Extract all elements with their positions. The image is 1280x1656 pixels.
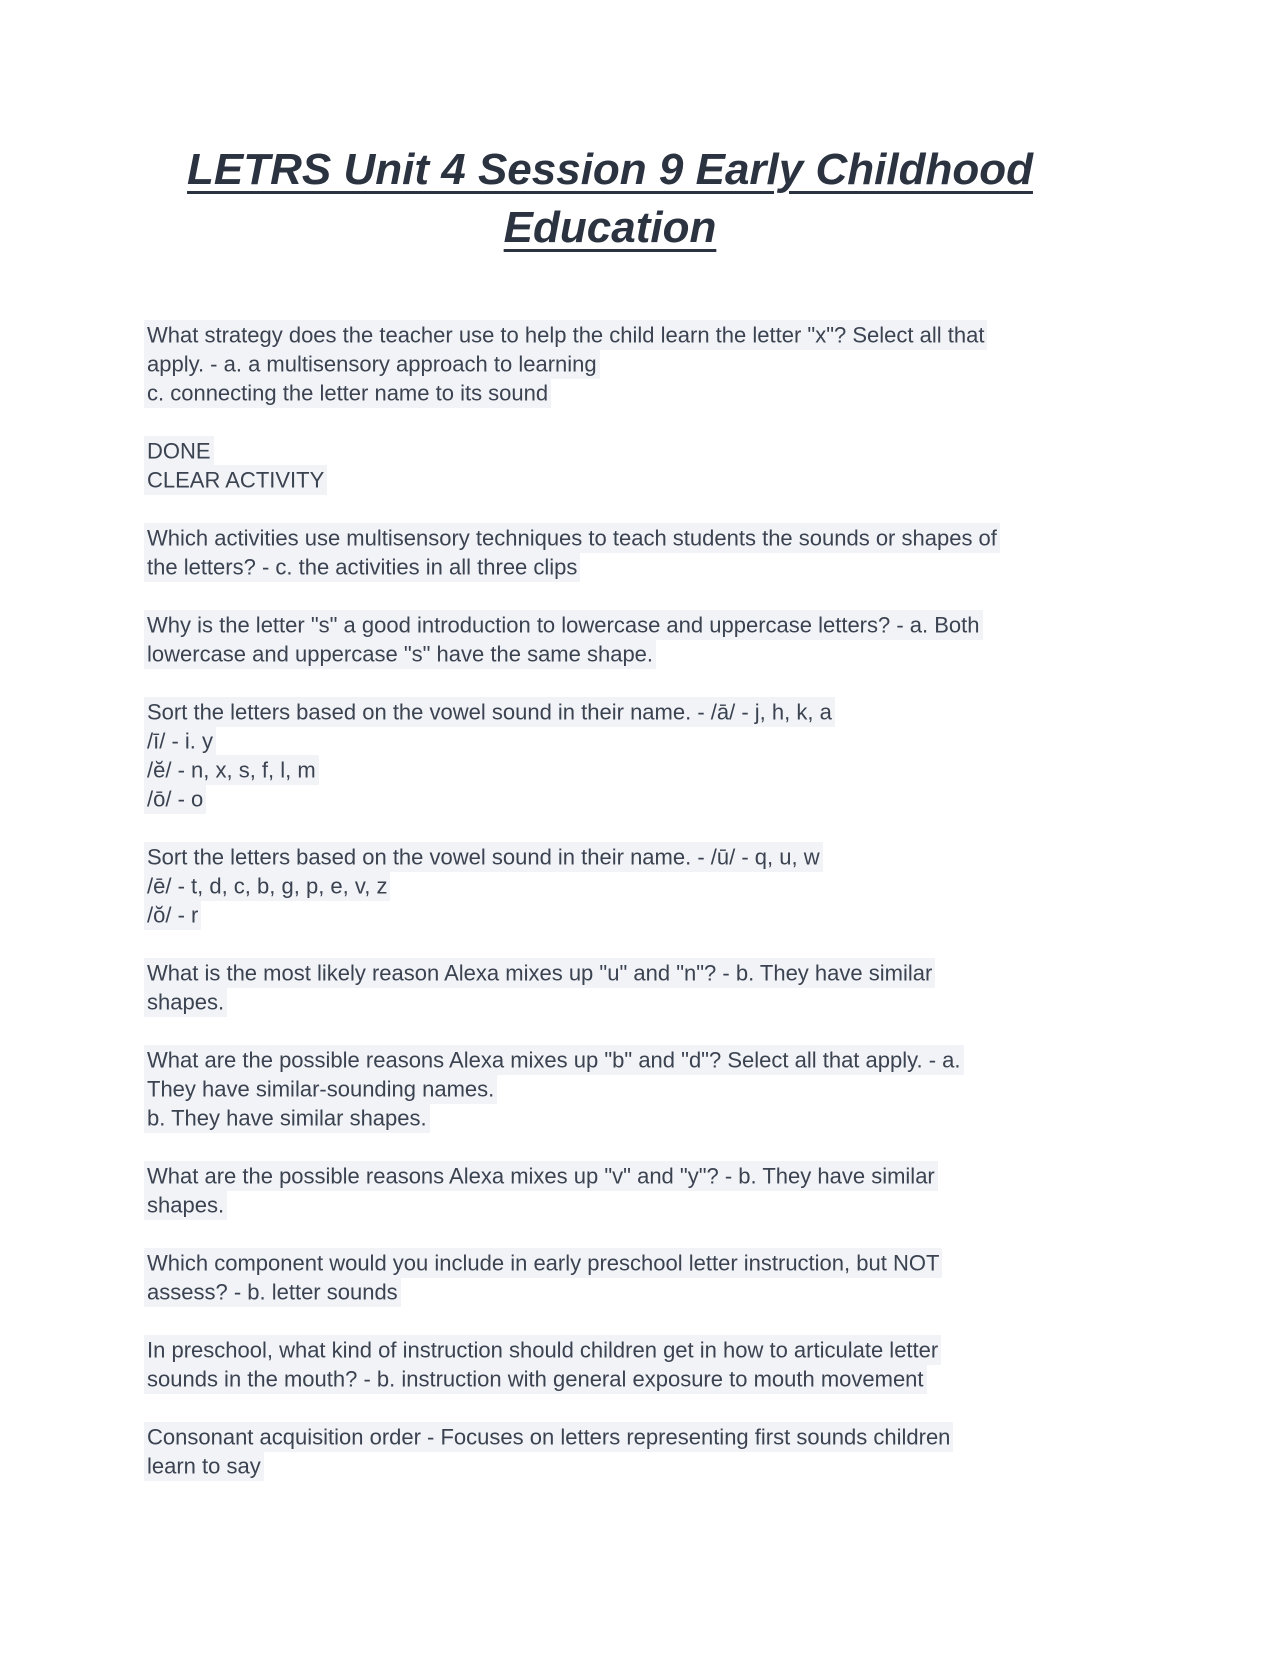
qa-line: /ō/ - o (144, 784, 206, 814)
qa-entry (144, 1248, 1162, 1306)
qa-line: lowercase and uppercase "s" have the same shape. (144, 639, 656, 669)
qa-line: They have similar-sounding names. (144, 1074, 497, 1104)
qa-line: Which activities use multisensory techniques to teach students the sounds or shapes of (144, 523, 1000, 553)
qa-line: Sort the letters based on the vowel sound in their name. - /ū/ - q, u, w (144, 842, 823, 872)
qa-entry (144, 697, 1162, 813)
qa-entry (144, 1161, 1162, 1219)
qa-line: apply. - a. a multisensory approach to learning (144, 349, 600, 379)
qa-line: What strategy does the teacher use to help the child learn the letter "x"? Select all that (144, 320, 987, 350)
qa-entry (144, 610, 1162, 668)
qa-entry (144, 523, 1162, 581)
qa-entry (144, 320, 1162, 407)
qa-line: In preschool, what kind of instruction should children get in how to articulate letter (144, 1335, 941, 1365)
qa-line: assess? - b. letter sounds (144, 1277, 401, 1307)
qa-entry (144, 1045, 1162, 1132)
qa-line: shapes. (144, 1190, 227, 1220)
qa-line: What is the most likely reason Alexa mixes up "u" and "n"? - b. They have similar (144, 958, 935, 988)
document-title: LETRS Unit 4 Session 9 Early Childhood Education (187, 145, 1033, 252)
qa-line: Consonant acquisition order - Focuses on letters representing first sounds children (144, 1422, 953, 1452)
qa-line: /ī/ - i. y (144, 726, 216, 756)
qa-entry (144, 958, 1162, 1016)
qa-entry (144, 1335, 1162, 1393)
qa-line: shapes. (144, 987, 227, 1017)
qa-entry (144, 1422, 1162, 1480)
qa-line: CLEAR ACTIVITY (144, 465, 327, 495)
qa-line: sounds in the mouth? - b. instruction with general exposure to mouth movement (144, 1364, 927, 1394)
qa-line: /ŏ/ - r (144, 900, 201, 930)
qa-line: What are the possible reasons Alexa mixes up "b" and "d"? Select all that apply. - a. (144, 1045, 964, 1075)
qa-line: learn to say (144, 1451, 264, 1481)
qa-line: b. They have similar shapes. (144, 1103, 430, 1133)
qa-list (144, 320, 1162, 1480)
qa-line: Sort the letters based on the vowel sound in their name. - /ā/ - j, h, k, a (144, 697, 835, 727)
qa-entry (144, 436, 1162, 494)
qa-line: the letters? - c. the activities in all three clips (144, 552, 580, 582)
qa-line: Which component would you include in early preschool letter instruction, but NOT (144, 1248, 942, 1278)
qa-line: c. connecting the letter name to its sound (144, 378, 551, 408)
qa-line: /ĕ/ - n, x, s, f, l, m (144, 755, 319, 785)
qa-line: Why is the letter "s" a good introduction to lowercase and uppercase letters? - a. Both (144, 610, 983, 640)
qa-entry (144, 842, 1162, 929)
qa-line: What are the possible reasons Alexa mixes up "v" and "y"? - b. They have similar (144, 1161, 938, 1191)
qa-line: /ē/ - t, d, c, b, g, p, e, v, z (144, 871, 390, 901)
qa-line: DONE (144, 436, 214, 466)
